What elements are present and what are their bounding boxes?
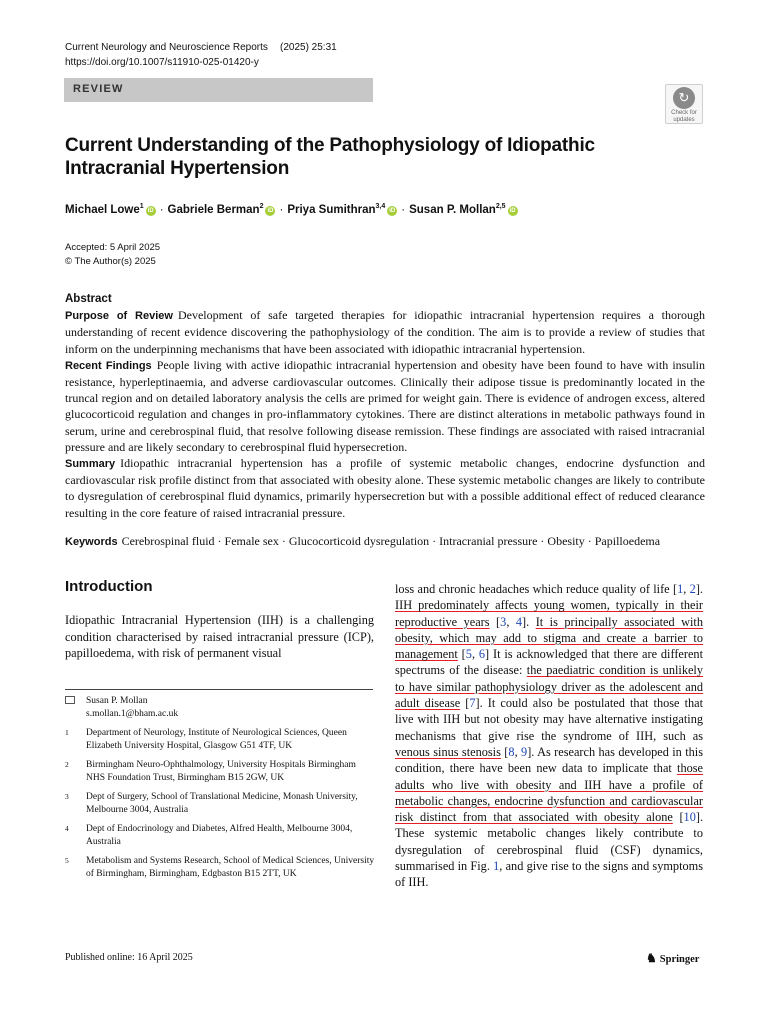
body-text: ] It is acknowledged that there are different spectrums of the disease:: [395, 647, 703, 678]
introduction-heading: Introduction: [65, 578, 153, 595]
copyright: © The Author(s) 2025: [65, 256, 156, 267]
author[interactable]: Michael Lowe$^1$iD: [65, 203, 154, 216]
footnote-divider: [65, 689, 373, 690]
orcid-icon[interactable]: iD: [147, 207, 154, 214]
highlighted-text: venous sinus stenosis: [395, 744, 501, 759]
body-text: ,: [506, 614, 516, 629]
introduction-right-column: [395, 581, 703, 891]
separator-dot: ·: [159, 203, 164, 216]
body-text: ].: [695, 582, 703, 596]
journal-volume: (2025) 25:31: [280, 42, 337, 53]
purpose-text: Development of safe targeted therapies for idiopathic intracranial hypertension requires a thorough understanding of recent evidence discovering the pathophysiology of the condition. The aim is to provide a review of studies that inform on the underpinning mechanisms that have been associated with idiopathic intracranial hypertension.: [65, 308, 705, 356]
abstract-findings: [65, 357, 705, 455]
author[interactable]: Priya Sumithran$^{3,4}$iD: [287, 203, 396, 216]
reference-link[interactable]: 3: [500, 614, 507, 629]
article-type-bar: [64, 78, 373, 102]
body-text: [: [489, 614, 501, 629]
summary-text: Idiopathic intracranial hypertension has a profile of systemic metabolic changes, endocrine dysfunction and cardiovascular risk profile distinct from that associated with obesity alone. These systemic metabolic changes are likely to contribute to dysregulation of cerebrospinal fluid dynamics, primarily hypersecretion but with a possible additional effect of reduced clearance resulting in the core feature of raised intracranial pressure.: [65, 456, 705, 520]
envelope-icon: [65, 696, 75, 704]
doi-link[interactable]: https://doi.org/10.1007/s11910-025-01420-y: [65, 57, 259, 68]
body-text: ]. These systemic metabolic changes likely contribute to dysregulation of cerebrospinal fluid (CSF) dynamics, summarised in Fig.: [395, 810, 704, 874]
body-text: ,: [683, 582, 690, 596]
separator-dot: ·: [279, 203, 284, 216]
body-text: ,: [471, 647, 479, 662]
accepted-date: Accepted: 5 April 2025: [65, 242, 161, 253]
highlighted-text: the paediatric condition is unlikely to have similar pathophysiology driver as the adolescent and adult disease: [395, 663, 703, 711]
affiliation: 1 Department of Neurology, Institute of Neurological Sciences, Queen Elizabeth University Hospital, Glasgow G51 4TF, UK: [65, 728, 347, 751]
author[interactable]: Gabriele Berman$^2$iD: [167, 203, 274, 216]
check-updates-line1: Check for: [671, 110, 697, 116]
body-text: , and give rise to the signs and symptoms of IIH.: [395, 859, 703, 890]
abstract-purpose: [65, 307, 705, 357]
reference-link[interactable]: 7: [469, 696, 476, 711]
reference-link[interactable]: 4: [515, 614, 523, 629]
article-dates: [65, 241, 160, 269]
separator-dot: ·: [401, 203, 406, 216]
publisher-logo: [646, 951, 699, 966]
author[interactable]: Susan P. Mollan$^{2,5}$iD: [409, 203, 516, 216]
abstract-heading: Abstract: [65, 293, 112, 305]
abstract-summary: [65, 455, 705, 521]
reference-link[interactable]: 1: [677, 582, 684, 596]
purpose-label: Purpose of Review: [65, 310, 173, 323]
affiliation: 3 Dept of Surgery, School of Translational Medicine, Monash University, Melbourne 3004, Australia: [65, 792, 358, 815]
reference-link[interactable]: 8: [508, 744, 515, 759]
springer-horse-icon: ♞: [646, 951, 657, 965]
findings-text: People living with active idiopathic intracranial hypertension and obesity have been found to have with insulin resistance, hyperleptinaemia, and adverse cardiovascular outcomes. Clinically their adipose tissue is predominantly located in the truncal region and on detailed laboratory analysis the cells are primed for weight gain. There is evidence of androgen excess, altered glucocorticoid regulation and changes in pro-inflammatory cytokines. There are distinct alterations in metabolic pathways found in serum, urine and cerebrospinal fluid, that resolve following disease remission. These findings are associated with raised intracranial pressure and are likely secondary to cerebrospinal fluid hypersecretion.: [65, 357, 705, 454]
body-text: [: [500, 744, 509, 759]
reference-link[interactable]: 10: [683, 810, 696, 825]
reference-link[interactable]: 5: [465, 647, 472, 662]
orcid-icon[interactable]: iD: [509, 207, 516, 214]
article-title: Current Understanding of the Pathophysiology of Idiopathic Intracranial Hypertension: [65, 135, 595, 179]
highlighted-text: IIH predominately affects young women, typically in their reproductive years: [395, 598, 703, 629]
introduction-left-column: Idiopathic Intracranial Hypertension (IIH) is a challenging condition characterised by raised intracranial pressure (ICP), papilloedema, with risk of permanent visual: [65, 613, 374, 660]
correspondence: [65, 695, 375, 720]
reference-link[interactable]: 9: [521, 744, 528, 759]
summary-label: Summary: [65, 458, 116, 471]
orcid-icon[interactable]: iD: [389, 207, 396, 214]
affiliation: 2 Birmingham Neuro-Ophthalmology, University Hospitals Birmingham NHS Foundation Trust, Birmingham B15 2GW, UK: [65, 760, 356, 783]
article-type: REVIEW: [73, 83, 124, 95]
findings-label: Recent Findings: [65, 359, 152, 372]
affiliation: 5 Metabolism and Systems Research, School of Medical Sciences, University of Birmingham, Birmingham, Edgbaston B15 2TT, UK: [65, 856, 375, 879]
body-text: ].: [522, 614, 536, 629]
refresh-icon: ↻: [673, 87, 695, 109]
orcid-icon[interactable]: iD: [267, 207, 274, 214]
keywords: [65, 534, 660, 549]
affiliation: 4 Dept of Endocrinology and Diabetes, Alfred Health, Melbourne 3004, Australia: [65, 824, 353, 847]
reference-link[interactable]: 6: [478, 647, 486, 662]
reference-link[interactable]: 1: [493, 859, 500, 874]
correspondence-email[interactable]: s.mollan.1@bham.ac.uk: [86, 708, 179, 719]
journal-name: Current Neurology and Neuroscience Reports: [65, 42, 268, 53]
highlighted-text: It is principally associated with obesity, which may add to stigma and create a barrier to management: [395, 614, 703, 662]
body-text: [: [457, 647, 466, 662]
footnotes: [65, 695, 375, 887]
body-text: [: [460, 696, 470, 711]
author-list: [65, 203, 518, 216]
body-text: ,: [514, 744, 522, 759]
reference-link[interactable]: 2: [689, 582, 696, 596]
body-text: [: [672, 810, 684, 825]
journal-header: [65, 40, 337, 70]
check-updates-line2: updates: [673, 117, 695, 123]
check-for-updates-badge[interactable]: [665, 84, 703, 124]
keywords-label: Keywords: [65, 536, 118, 548]
body-text: loss and chronic headaches which reduce quality of life [: [395, 582, 678, 596]
body-text: ]. As research has developed in this condition, there have been new data to implicate that: [395, 744, 704, 776]
abstract: [65, 291, 705, 521]
published-date: Published online: 16 April 2025: [65, 952, 193, 963]
body-text: ]. It could also be postulated that those that live with IIH but not obesity may have alternative instigating mechanisms that give rise the syndrome of IIH, such as: [395, 696, 704, 743]
correspondence-name: Susan P. Mollan: [86, 696, 148, 706]
highlighted-text: those adults who live with obesity and IIH have a profile of metabolic changes, endocrine dysfunction and cardiovascular risk distinct from that associated with obesity alone: [395, 761, 703, 825]
publisher-name: Springer: [659, 954, 700, 965]
keywords-text: Cerebrospinal fluid · Female sex · Glucocorticoid dysregulation · Intracranial pressure · Obesity · Papilloedema: [121, 534, 661, 548]
